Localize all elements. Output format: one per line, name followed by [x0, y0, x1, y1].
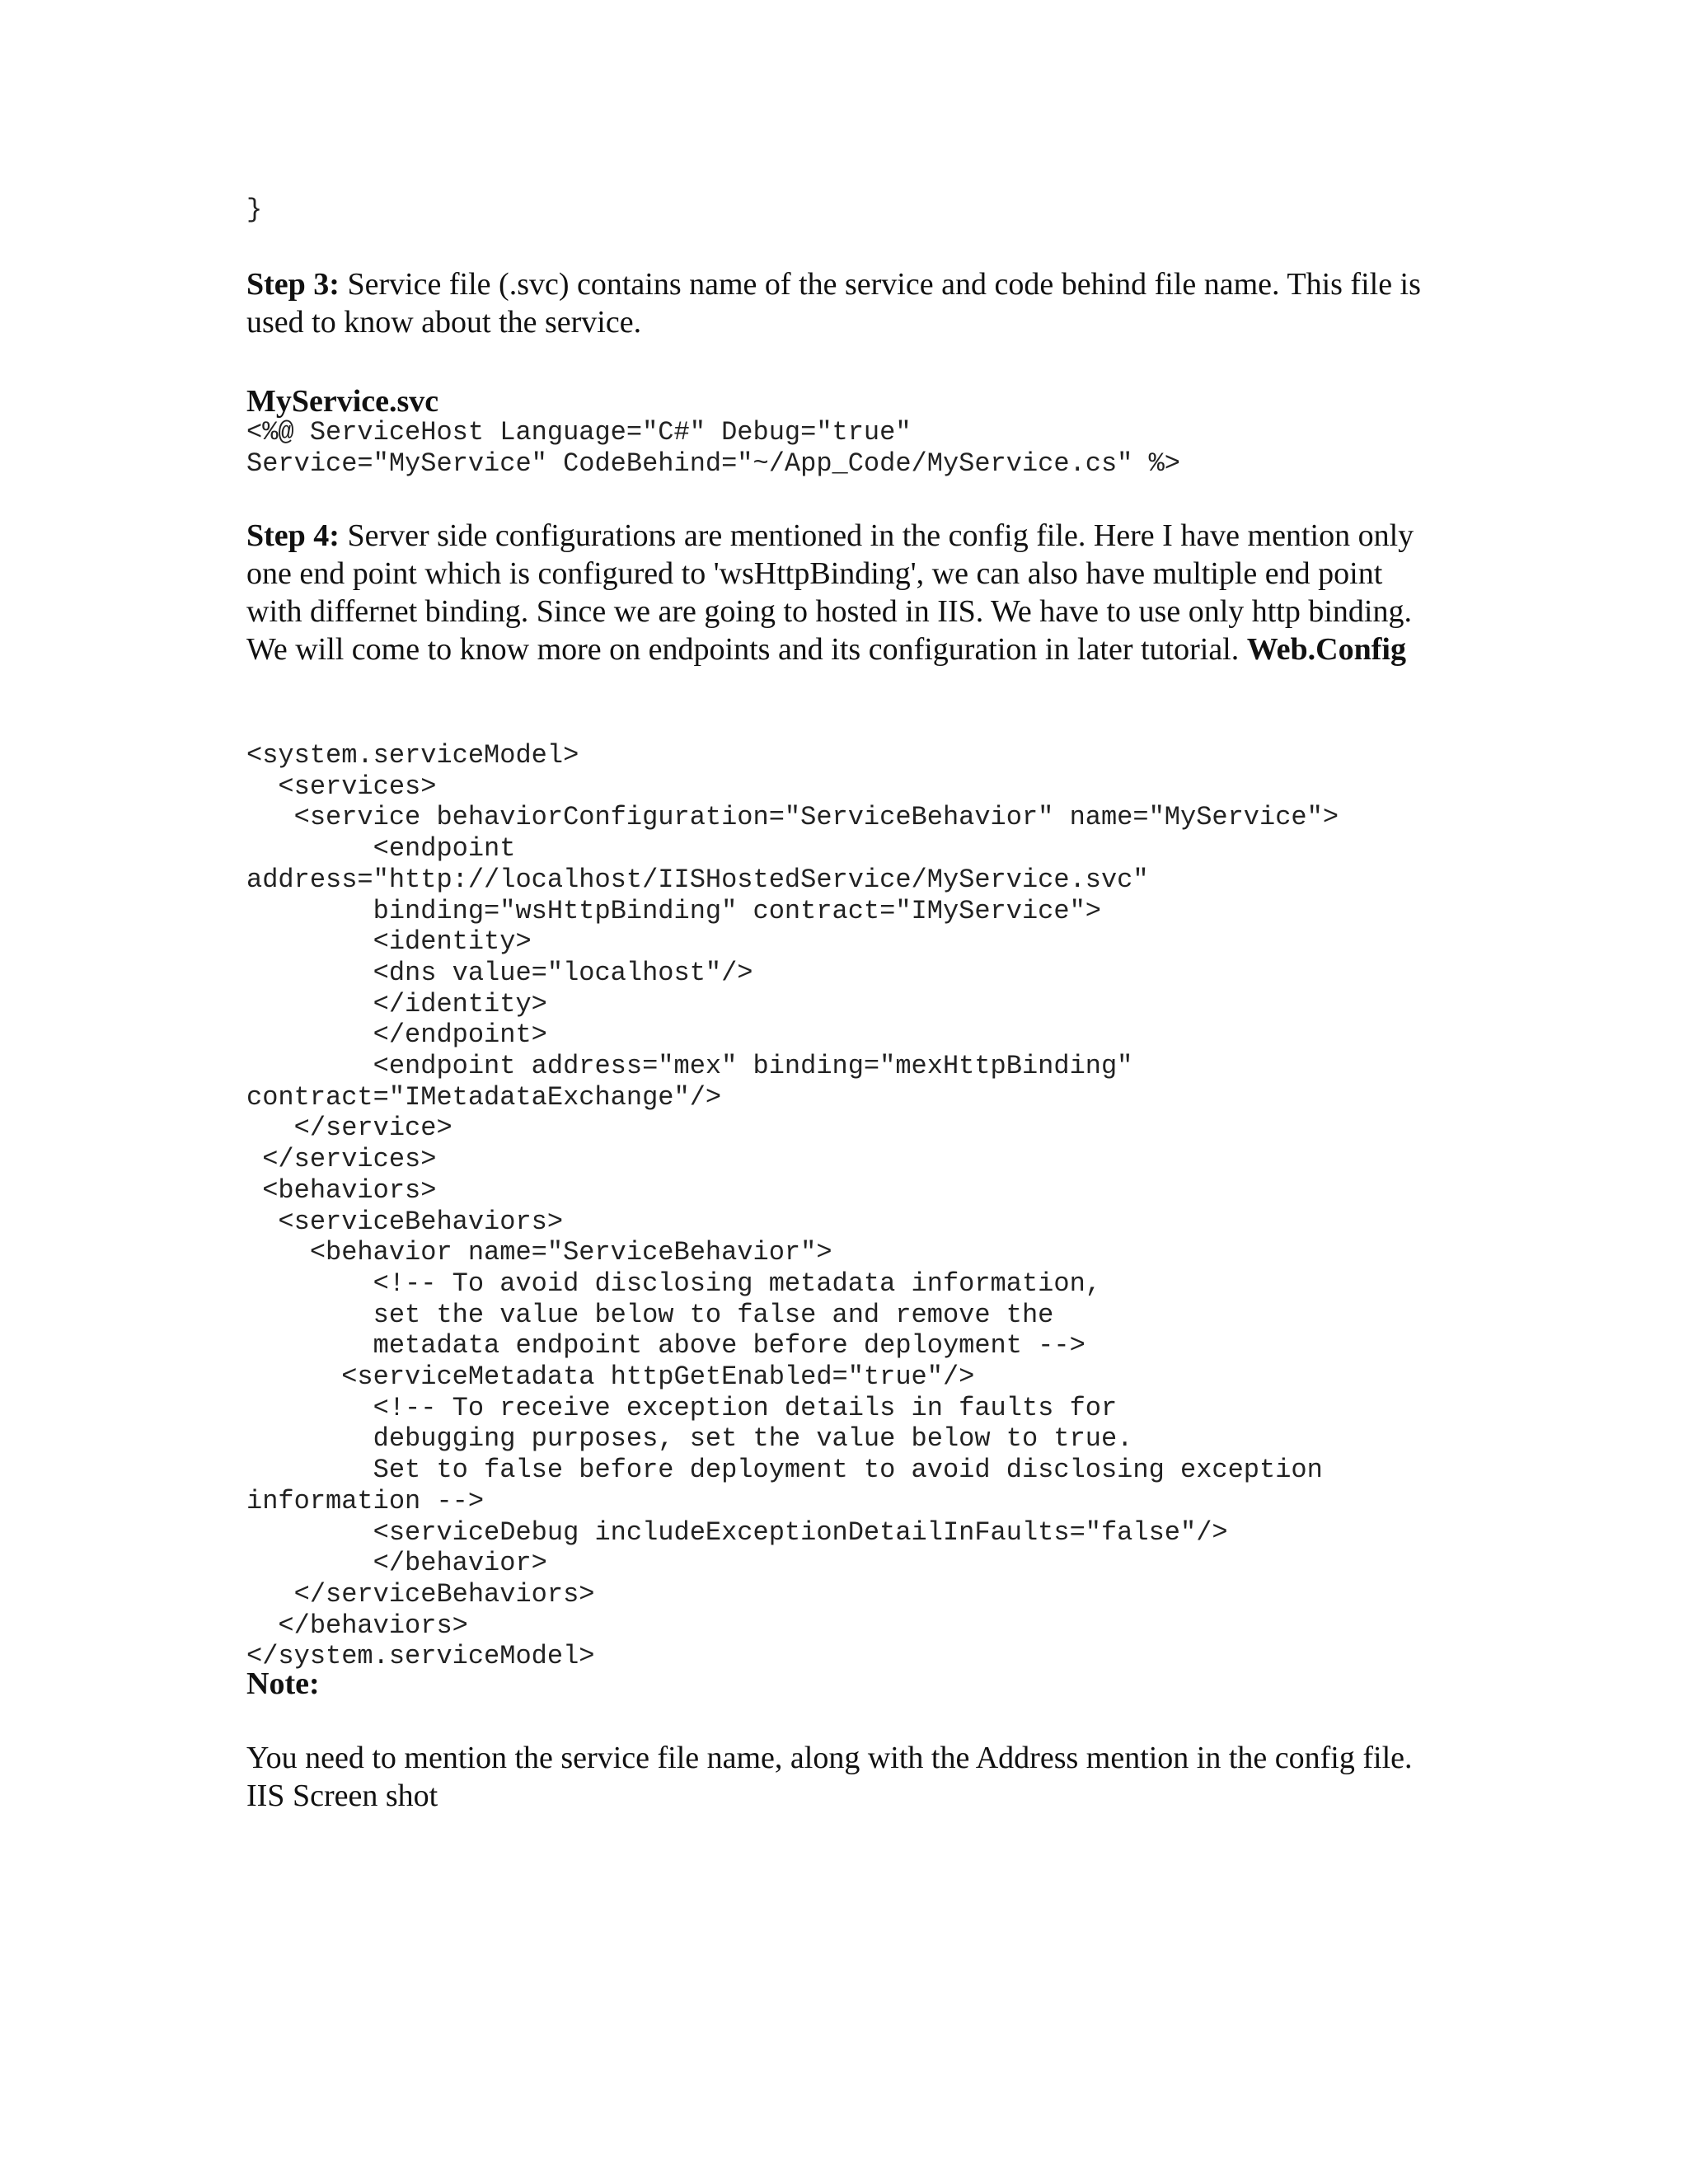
note-paragraph: You need to mention the service file name, along with the Address mention in the config file. IIS Screen shot	[246, 1741, 1413, 1813]
config-code-line: <system.serviceModel>	[246, 740, 579, 771]
step3-paragraph	[246, 265, 1442, 341]
svc-file-title: MyService.svc	[246, 384, 439, 419]
config-code-line: </behavior>	[246, 1548, 547, 1579]
step3-text: Service file (.svc) contains name of the service and code behind file name. This file is used to know about the service.	[246, 267, 1421, 340]
step4-paragraph	[246, 517, 1442, 668]
config-code-line: </identity>	[246, 988, 547, 1019]
config-code-line: address="http://localhost/IISHostedService/MyService.svc"	[246, 864, 1149, 895]
config-code-line: metadata endpoint above before deployment -->	[246, 1330, 1085, 1361]
svc-code-line-1: <%@ ServiceHost Language="C#" Debug="true"	[246, 417, 912, 448]
config-code-line: </endpoint>	[246, 1019, 547, 1051]
config-code-line: <behavior name="ServiceBehavior">	[246, 1237, 832, 1268]
config-code-line: <serviceMetadata httpGetEnabled="true"/>	[246, 1361, 975, 1393]
config-code-line: set the value below to false and remove the	[246, 1299, 1054, 1330]
step4-text: Server side configurations are mentioned in the config file. Here I have mention only one end point which is configured to 'wsHttpBinding', we can also have multiple end point with differnet binding. Since we are going to hosted in IIS. We have to use only http binding. We will come to know more on endpoints and its configuration in later tutorial.	[246, 518, 1414, 667]
config-code-line: <serviceBehaviors>	[246, 1206, 564, 1237]
config-code-line: </services>	[246, 1144, 437, 1175]
config-code-line: <dns value="localhost"/>	[246, 957, 753, 988]
config-code-line: <service behaviorConfiguration="ServiceBehavior" name="MyService">	[246, 802, 1339, 833]
config-code-line: <behaviors>	[246, 1174, 437, 1206]
config-code-line: <services>	[246, 771, 437, 802]
config-code-line: <serviceDebug includeExceptionDetailInFaults="false"/>	[246, 1516, 1228, 1548]
web-config-code-block	[246, 740, 1339, 1672]
config-code-line: debugging purposes, set the value below to true.	[246, 1423, 1133, 1455]
config-code-line: information -->	[246, 1485, 485, 1516]
svc-code-line-2: Service="MyService" CodeBehind="~/App_Code/MyService.cs" %>	[246, 448, 1180, 479]
web-config-title: Web.Config	[1246, 632, 1406, 667]
step4-label: Step 4:	[246, 518, 340, 553]
config-code-line: binding="wsHttpBinding" contract="IMyService">	[246, 895, 1101, 926]
note-label: Note:	[246, 1666, 320, 1701]
config-code-line: Set to false before deployment to avoid disclosing exception	[246, 1455, 1323, 1486]
step3-label: Step 3:	[246, 267, 340, 302]
config-code-line: <endpoint	[246, 833, 516, 865]
config-code-line: </behaviors>	[246, 1610, 468, 1641]
config-code-line: </service>	[246, 1113, 452, 1144]
config-code-line: </system.serviceModel>	[246, 1641, 595, 1672]
config-code-line: <endpoint address="mex" binding="mexHttpBinding"	[246, 1051, 1133, 1082]
config-code-line: <!-- To receive exception details in faults for	[246, 1392, 1118, 1423]
config-code-line: <!-- To avoid disclosing metadata information,	[246, 1268, 1101, 1299]
closing-brace: }	[246, 194, 263, 225]
config-code-line: </serviceBehaviors>	[246, 1578, 595, 1610]
config-code-line: <identity>	[246, 926, 532, 958]
config-code-line: contract="IMetadataExchange"/>	[246, 1081, 722, 1113]
